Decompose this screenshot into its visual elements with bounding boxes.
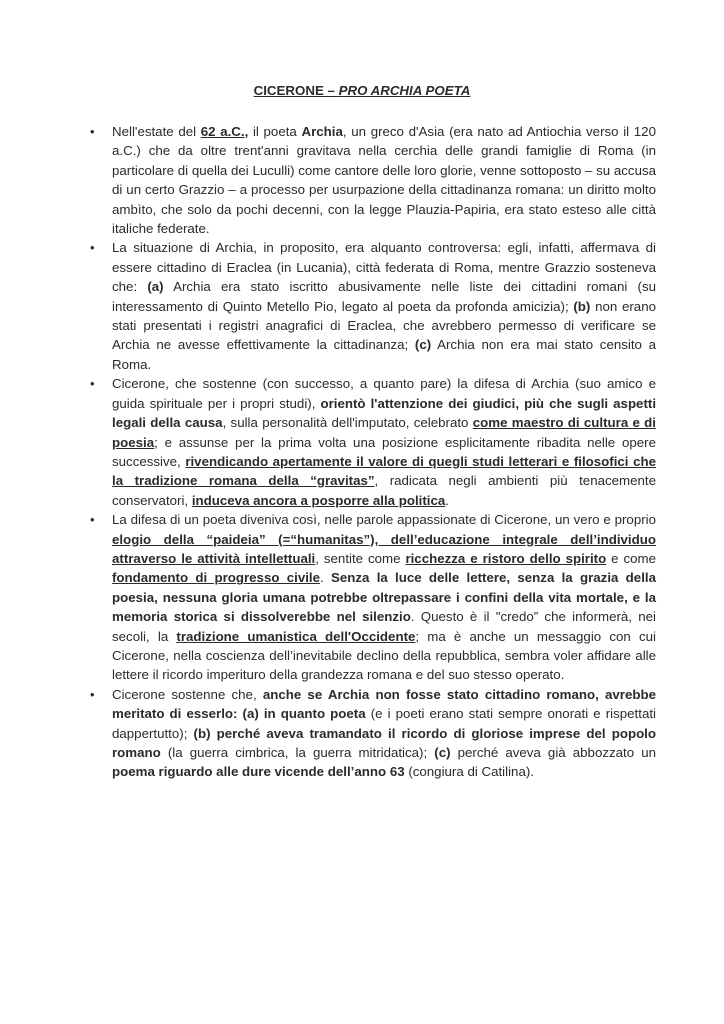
bullet-icon: •	[90, 124, 95, 139]
text-run: .	[445, 492, 449, 508]
text-run: Archia non era mai stato censito a Roma.	[112, 337, 657, 372]
text-run: (c)	[414, 337, 432, 353]
text-run: La situazione di Archia, in proposito, era alquanto controversa: egli, infatti, affermava di essere cittadino di Eraclea (in Lucania), città federata di Roma, mentre Grazzio sosteneva che:	[112, 240, 656, 295]
text-run: ricchezza e ristoro dello spirito	[405, 550, 607, 566]
text-run: come maestro di cultura e di poesia	[112, 415, 656, 450]
paragraph-text	[112, 240, 656, 371]
text-run: (a)	[147, 279, 164, 295]
bullet-paragraph	[90, 374, 656, 510]
paragraph-text	[112, 687, 656, 780]
text-run: Nell'estate del	[112, 124, 201, 139]
text-run: , sentite come	[315, 550, 406, 566]
document-title	[0, 83, 724, 98]
text-run: induceva ancora a posporre alla politica	[191, 492, 446, 508]
text-run: Archia era stato iscritto abusivamente nelle liste dei cittadini romani (su interessamento di Quinto Metello Pio, legato al poeta da profonda amicizia);	[112, 279, 656, 314]
text-run: , sulla personalità dell'imputato, celebrato	[222, 415, 473, 431]
text-run: poema riguardo alle dure vicende dell’anno 63	[112, 764, 405, 780]
text-run: ; ma è anche un messaggio con cui Cicerone, nella coscienza dell’inevitabile declino della repubblica, sembra voler affidare alle lettere il ricordo imperituro della grandezza romana e del suo stesso operato.	[112, 628, 656, 683]
text-run: (c)	[434, 745, 451, 760]
bullet-icon: •	[90, 512, 95, 528]
text-run: tradizione umanistica dell'Occidente	[176, 628, 416, 644]
text-run: Senza la luce delle lettere, senza la grazia della poesia, nessuna gloria umana potrebbe oltrepassare i confini della vita mortale, e la memoria storica si dissolverebbe nel silenzio	[112, 570, 656, 625]
text-run: (b) perché aveva tramandato il ricordo di gloriose imprese del popolo romano	[112, 725, 657, 760]
text-run: il poeta	[248, 124, 302, 139]
text-run: Cicerone sostenne che,	[112, 686, 263, 702]
bullet-icon: •	[90, 376, 95, 392]
bullet-paragraph	[90, 238, 656, 374]
bullet-paragraph	[90, 685, 656, 782]
text-run: . Questo è il "credo” che informerà, nei secoli, la	[112, 609, 656, 644]
text-run: , radicata negli ambienti più tenacemente conservatori,	[112, 473, 656, 508]
text-run: Archia	[301, 124, 343, 139]
bullet-icon: •	[90, 240, 95, 256]
text-run: perché aveva già abbozzato un	[450, 745, 656, 760]
bullet-list	[90, 122, 656, 782]
text-run: 62 a.C.,	[200, 124, 249, 139]
text-run: anche se Archia non fosse stato cittadino romano, avrebbe meritato di esserlo: (a) in quanto poeta	[112, 686, 657, 722]
text-run: , un greco d'Asia (era nato ad Antiochia verso il 120 a.C.) che da oltre trent'anni gravitava nella cerchia delle grandi famiglie di Roma (in particolare di quella dei Luculli) come cantore delle loro glorie, venne sottoposto – su accusa di un certo Grazzio – a processo per usurpazione della cittadinanza romana: un diritto molto ambìto, che solo da pochi decenni, con la legge Plauzia-Papiria, era stato esteso alle città italiche federate.	[112, 124, 657, 237]
text-run: ; e assunse per la prima volta una posizione esplicitamente ribadita nelle opere successive,	[112, 434, 656, 469]
text-run: e come	[606, 550, 656, 566]
bullet-paragraph	[90, 122, 656, 238]
text-run: (la guerra cimbrica, la guerra mitridatica);	[160, 745, 435, 760]
paragraph-text	[112, 512, 656, 682]
text-run: (e i poeti erano stati sempre onorati e rispettati dappertutto);	[112, 706, 656, 741]
title-italic: PRO ARCHIA POETA	[338, 83, 471, 98]
text-run: orientò l'attenzione dei giudici, più che sugli aspetti legali della causa	[112, 395, 657, 431]
text-run: (b)	[573, 298, 591, 314]
paragraph-text	[112, 124, 656, 236]
paragraph-text	[112, 376, 656, 507]
text-run: fondamento di progresso civile	[112, 570, 321, 586]
title-main: CICERONE –	[253, 83, 339, 98]
text-run: La difesa di un poeta diveniva così, nelle parole appassionate di Cicerone, un vero e proprio	[112, 512, 656, 528]
bullet-paragraph	[90, 510, 656, 685]
bullet-icon: •	[90, 686, 95, 702]
text-run: elogio della “paideia” (=“humanitas”), dell’educazione integrale dell’individuo attraverso le attività intellettuali	[112, 531, 656, 566]
text-run: rivendicando apertamente il valore di quegli studi letterari e filosofici che la tradizione romana della “gravitas”	[112, 453, 656, 489]
text-run: Cicerone, che sostenne (con successo, a quanto pare) la difesa di Archia (suo amico e guida spirituale per i propri studi),	[112, 376, 656, 411]
text-run: non erano stati presentati i registri anagrafici di Eraclea, che avrebbero permesso di verificare se Archia ne avesse effettivamente la cittadinanza;	[112, 298, 656, 353]
text-run: (congiura di Catilina).	[404, 764, 534, 780]
text-run: .	[320, 570, 331, 586]
